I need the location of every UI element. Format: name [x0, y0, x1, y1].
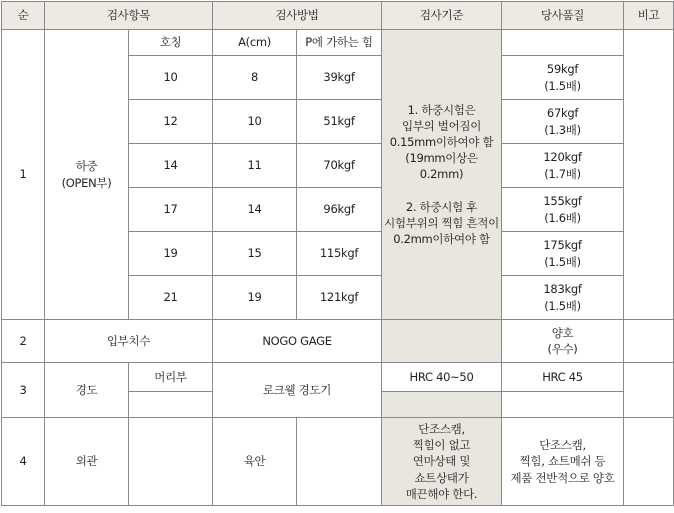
sub-item-empty — [129, 418, 213, 506]
item-label: 하중 (OPEN부) — [45, 30, 129, 320]
size-cell: 12 — [129, 100, 213, 144]
quality-cell: 67kgf (1.3배) — [502, 100, 624, 144]
size-cell: 17 — [129, 188, 213, 232]
row-number: 3 — [2, 363, 45, 418]
header-method: 검사방법 — [213, 2, 382, 30]
header-no: 순 — [2, 2, 45, 30]
subheader-p: P에 가하는 힘 — [297, 30, 382, 56]
sub-item-label: 머리부 — [129, 363, 213, 392]
method-cell: 로크웰 경도기 — [213, 363, 382, 418]
p-cell: 121kgf — [297, 276, 382, 320]
p-cell: 96kgf — [297, 188, 382, 232]
size-cell: 21 — [129, 276, 213, 320]
p-cell: 115kgf — [297, 232, 382, 276]
sub-item-empty — [129, 392, 213, 418]
remark-cell — [624, 320, 674, 363]
remark-cell — [624, 363, 674, 418]
quality-cell: 단조스캠, 찍힘, 쇼트메쉬 등 제품 전반적으로 양호 — [502, 418, 624, 506]
header-quality: 당사품질 — [502, 2, 624, 30]
size-cell: 14 — [129, 144, 213, 188]
quality-cell: 155kgf (1.6배) — [502, 188, 624, 232]
size-cell: 19 — [129, 232, 213, 276]
p-cell: 51kgf — [297, 100, 382, 144]
item-label: 입부치수 — [45, 320, 213, 363]
quality-cell: HRC 45 — [502, 363, 624, 392]
a-cell: 19 — [213, 276, 297, 320]
method-cell-empty — [297, 418, 382, 506]
method-cell: 육안 — [213, 418, 297, 506]
header-item: 검사항목 — [45, 2, 213, 30]
appearance-row — [2, 418, 674, 506]
inspection-spec-table — [1, 1, 674, 506]
load-subheader-row — [2, 30, 674, 56]
header-remark: 비고 — [624, 2, 674, 30]
remark-cell — [624, 418, 674, 506]
standard-cell-empty — [382, 392, 502, 418]
standard-cell: 1. 하중시험은 입부의 벌어짐이 0.15mm이하여야 함 (19mm이상은 0.2mm) 2. 하중시험 후 시험부위의 찍힘 흔적이 0.2mm이하여야 함 — [382, 30, 502, 320]
p-cell: 70kgf — [297, 144, 382, 188]
row-number: 4 — [2, 418, 45, 506]
quality-cell — [502, 30, 624, 56]
header-standard: 검사기준 — [382, 2, 502, 30]
item-label: 경도 — [45, 363, 129, 418]
quality-cell: 175kgf (1.5배) — [502, 232, 624, 276]
row-number: 1 — [2, 30, 45, 320]
a-cell: 14 — [213, 188, 297, 232]
p-cell: 39kgf — [297, 56, 382, 100]
method-cell: NOGO GAGE — [213, 320, 382, 363]
size-cell: 10 — [129, 56, 213, 100]
quality-cell: 183kgf (1.5배) — [502, 276, 624, 320]
quality-cell-empty — [502, 392, 624, 418]
a-cell: 10 — [213, 100, 297, 144]
item-label: 외관 — [45, 418, 129, 506]
hardness-row — [2, 363, 674, 392]
standard-cell: 단조스캠, 찍힘이 없고 연마상태 및 쇼트상태가 매끈해야 한다. — [382, 418, 502, 506]
header-row — [2, 2, 674, 30]
a-cell: 8 — [213, 56, 297, 100]
quality-cell: 120kgf (1.7배) — [502, 144, 624, 188]
a-cell: 11 — [213, 144, 297, 188]
subheader-size: 호칭 — [129, 30, 213, 56]
standard-cell: HRC 40~50 — [382, 363, 502, 392]
quality-cell: 59kgf (1.5배) — [502, 56, 624, 100]
row-number: 2 — [2, 320, 45, 363]
mouth-size-row — [2, 320, 674, 363]
standard-cell — [382, 320, 502, 363]
subheader-a: A(cm) — [213, 30, 297, 56]
a-cell: 15 — [213, 232, 297, 276]
remark-cell — [624, 30, 674, 320]
quality-cell: 양호 (우수) — [502, 320, 624, 363]
